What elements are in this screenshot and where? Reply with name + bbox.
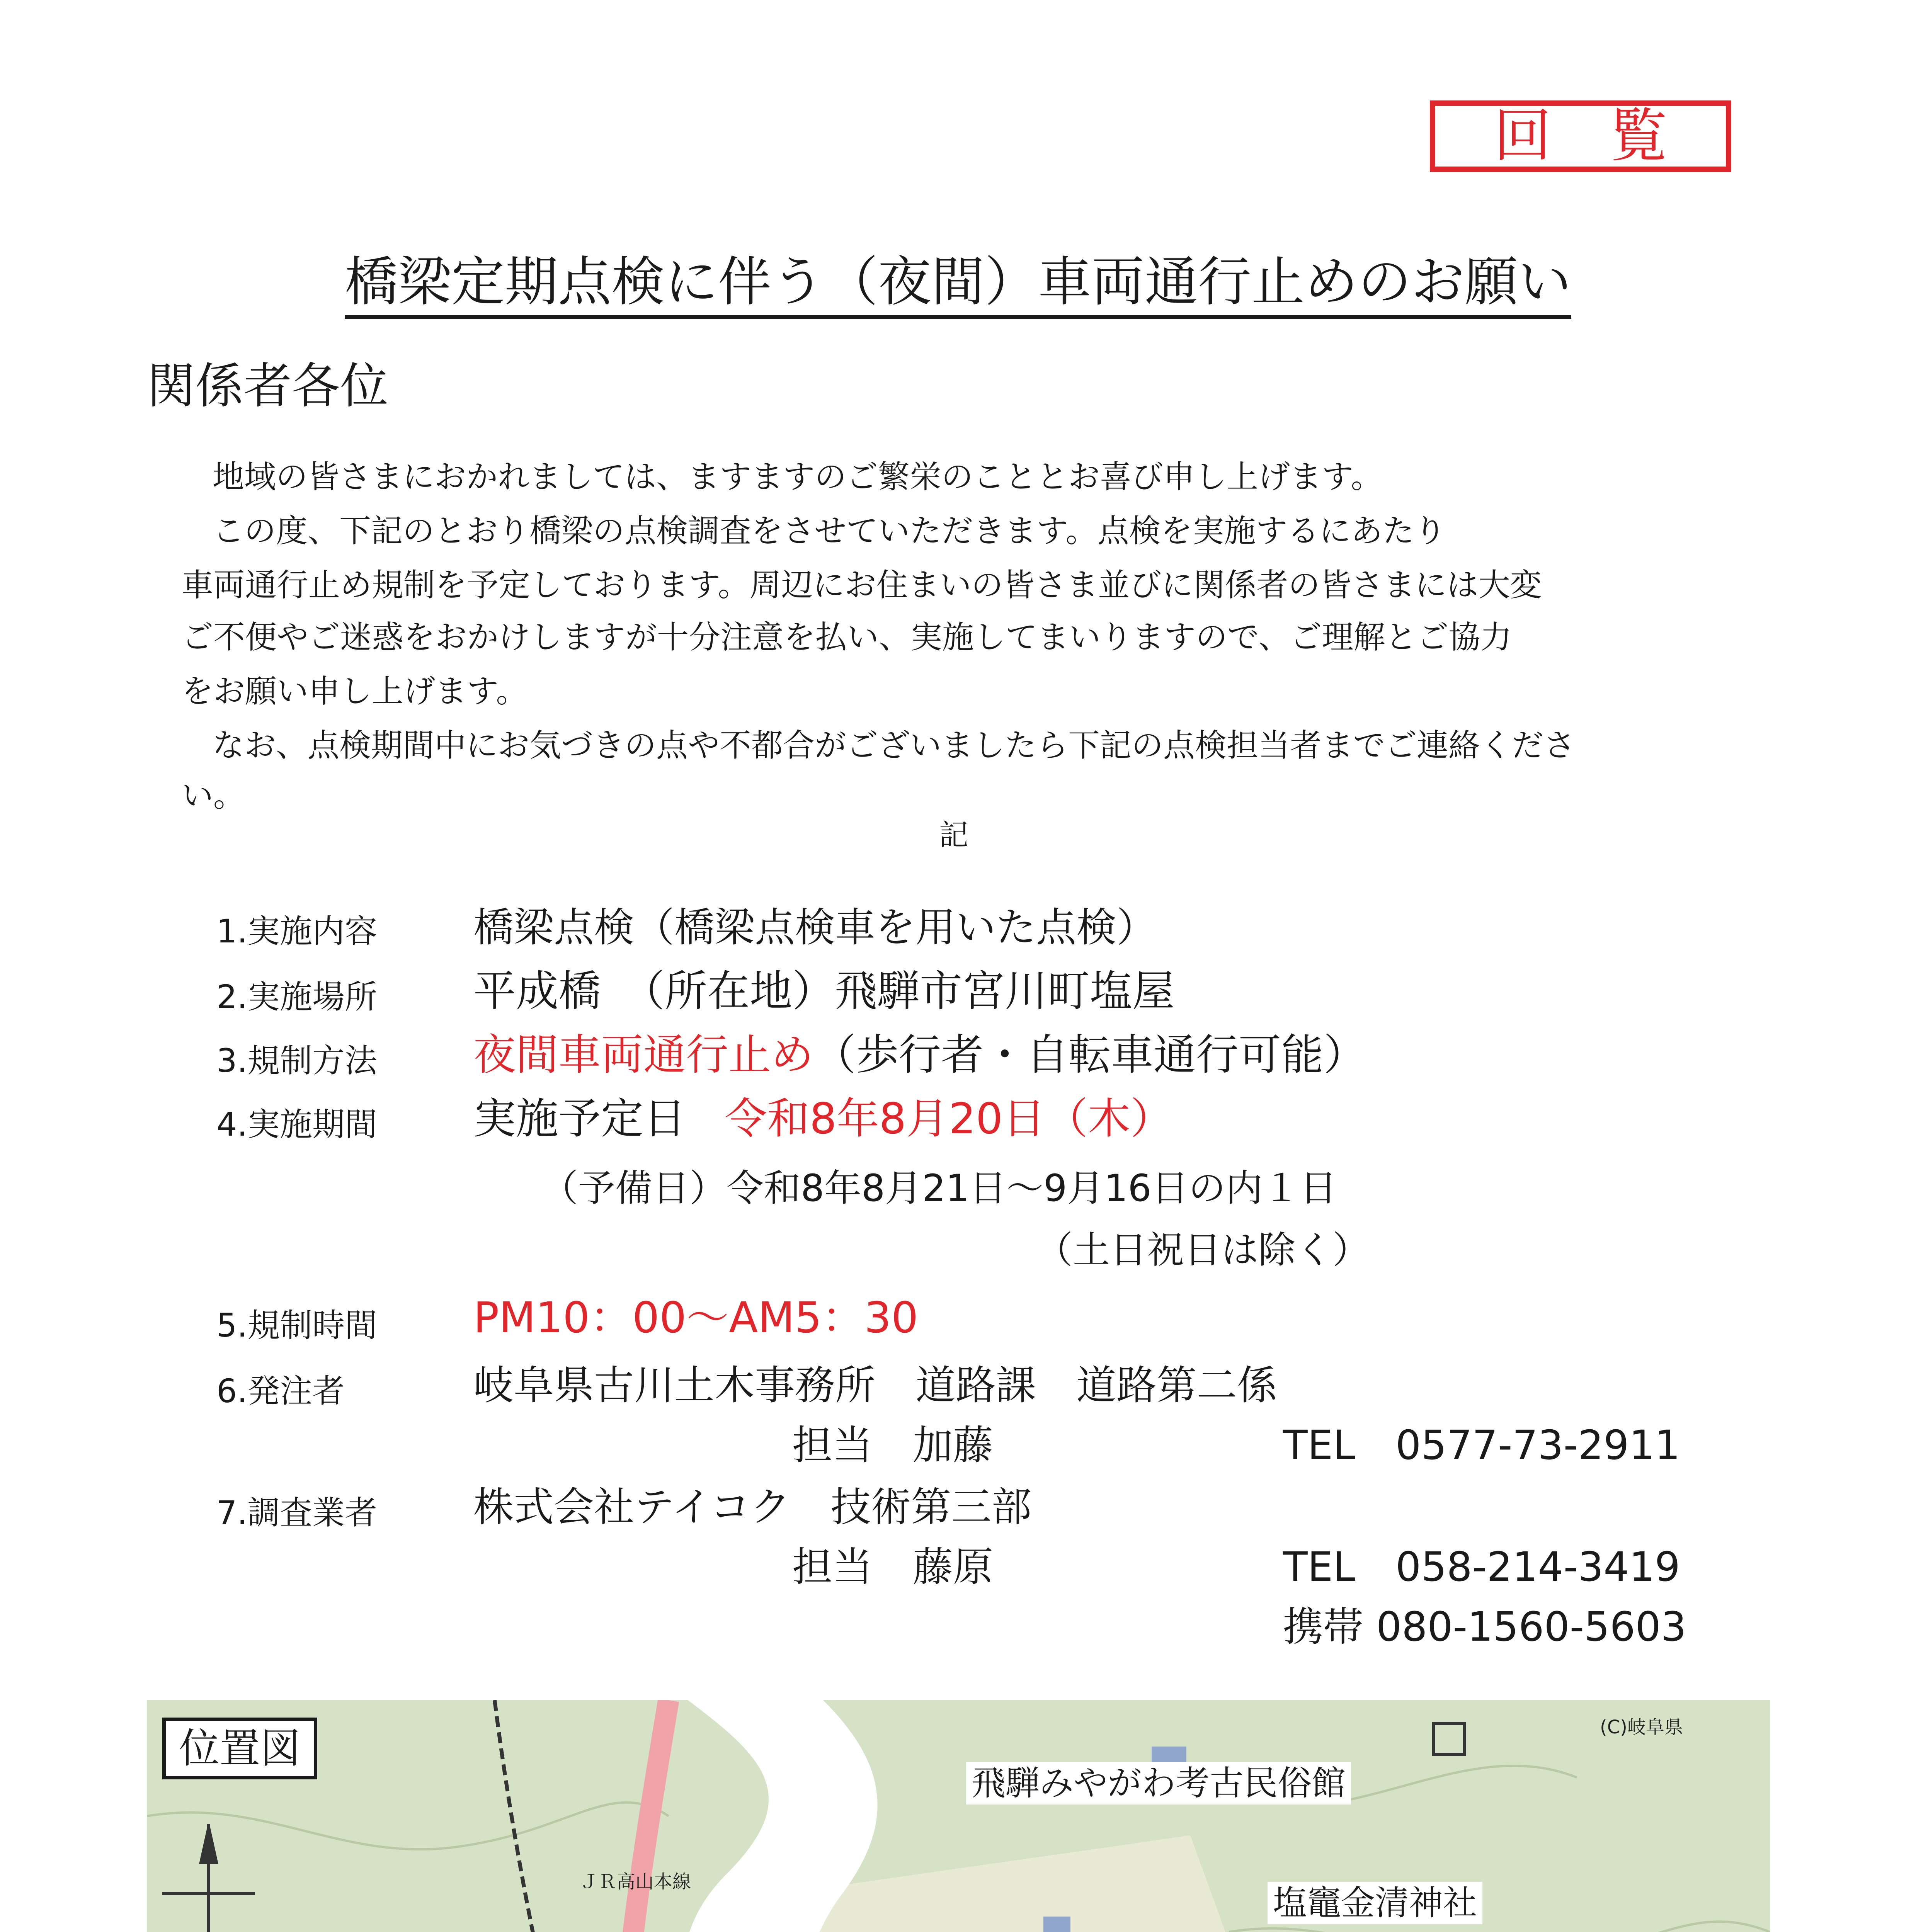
body-line-3: 車両通行止め規制を予定しております。周辺にお住まいの皆さま並びに関係者の皆さまには大変 <box>182 567 1542 604</box>
method-black-text: （歩行者・自転車通行可能） <box>813 1030 1366 1080</box>
contractor-mobile: 携帯 080-1560-5603 <box>1283 1603 1686 1650</box>
body-line-4: ご不便やご迷惑をおかけしますが十分注意を払い、実施してまいりますので、ご理解とご協力 <box>182 619 1512 656</box>
item-method-label: 3.規制方法 <box>216 1042 378 1080</box>
map-copyright: (C)岐阜県 <box>1600 1716 1683 1738</box>
body-line-2: この度、下記のとおり橋梁の点検調査をさせていただきます。点検を実施するにあたり <box>213 513 1446 549</box>
period-prefix: 実施予定日 <box>473 1094 686 1143</box>
contractor-tel: TEL 058-214-3419 <box>1283 1543 1680 1590</box>
item-contractor-value: 株式会社テイコク 技術第三部 <box>473 1483 1032 1531</box>
item-client-value: 岐阜県古川土木事務所 道路課 道路第二係 <box>473 1362 1278 1409</box>
addressee: 関係者各位 <box>147 358 388 414</box>
contractor-person: 担当 藤原 <box>792 1543 994 1590</box>
item-client-label: 6.発注者 <box>216 1372 345 1410</box>
item-content-value: 橋梁点検（橋梁点検車を用いた点検） <box>473 904 1157 951</box>
circulation-stamp <box>1430 100 1731 172</box>
body-line-6: なお、点検期間中にお気づきの点や不都合がございましたら下記の点検担当者までご連絡くださ <box>213 727 1576 764</box>
stamp-char-2: 覧 <box>1610 102 1668 170</box>
period-date: 令和8年8月20日（木） <box>725 1094 1173 1143</box>
map-label-museum: 飛騨みやがわ考古民俗館 <box>966 1762 1351 1804</box>
page-title: 橋梁定期点検に伴う（夜間）車両通行止めのお願い <box>0 247 1916 317</box>
period-note: （土日祝日は除く） <box>1036 1228 1370 1272</box>
map-graphic <box>147 1700 1770 1932</box>
item-time-label: 5.規制時間 <box>216 1306 378 1344</box>
map-label-shrine: 塩竈金清神社 <box>1268 1882 1482 1924</box>
location-map <box>147 1700 1770 1932</box>
ki-heading: 記 <box>939 818 968 852</box>
method-red-text: 夜間車両通行止め <box>473 1030 813 1080</box>
client-tel: TEL 0577-73-2911 <box>1283 1422 1680 1469</box>
item-method-value <box>473 1028 1366 1082</box>
period-spare-days: （予備日）令和8年8月21日～9月16日の内１日 <box>541 1167 1337 1210</box>
body-line-7: い。 <box>182 777 245 814</box>
map-label-jr-line-north: ＪＲ高山本線 <box>580 1871 691 1893</box>
item-location-value: 平成橋 （所在地）飛騨市宮川町塩屋 <box>473 966 1175 1016</box>
client-person: 担当 加藤 <box>792 1422 994 1469</box>
item-period-value <box>473 1092 1173 1146</box>
item-content-label: 1.実施内容 <box>216 912 378 950</box>
item-location-label: 2.実施場所 <box>216 978 378 1016</box>
stamp-char-1: 回 <box>1493 102 1552 170</box>
body-line-1: 地域の皆さまにおかれましては、ますますのご繁栄のこととお喜び申し上げます。 <box>213 459 1383 495</box>
item-contractor-label: 7.調査業者 <box>216 1494 378 1532</box>
item-time-value: PM10：00～AM5：30 <box>473 1293 919 1342</box>
item-period-label: 4.実施期間 <box>216 1105 378 1143</box>
map-title: 位置図 <box>162 1718 317 1779</box>
body-line-5: をお願い申し上げます。 <box>182 673 528 710</box>
